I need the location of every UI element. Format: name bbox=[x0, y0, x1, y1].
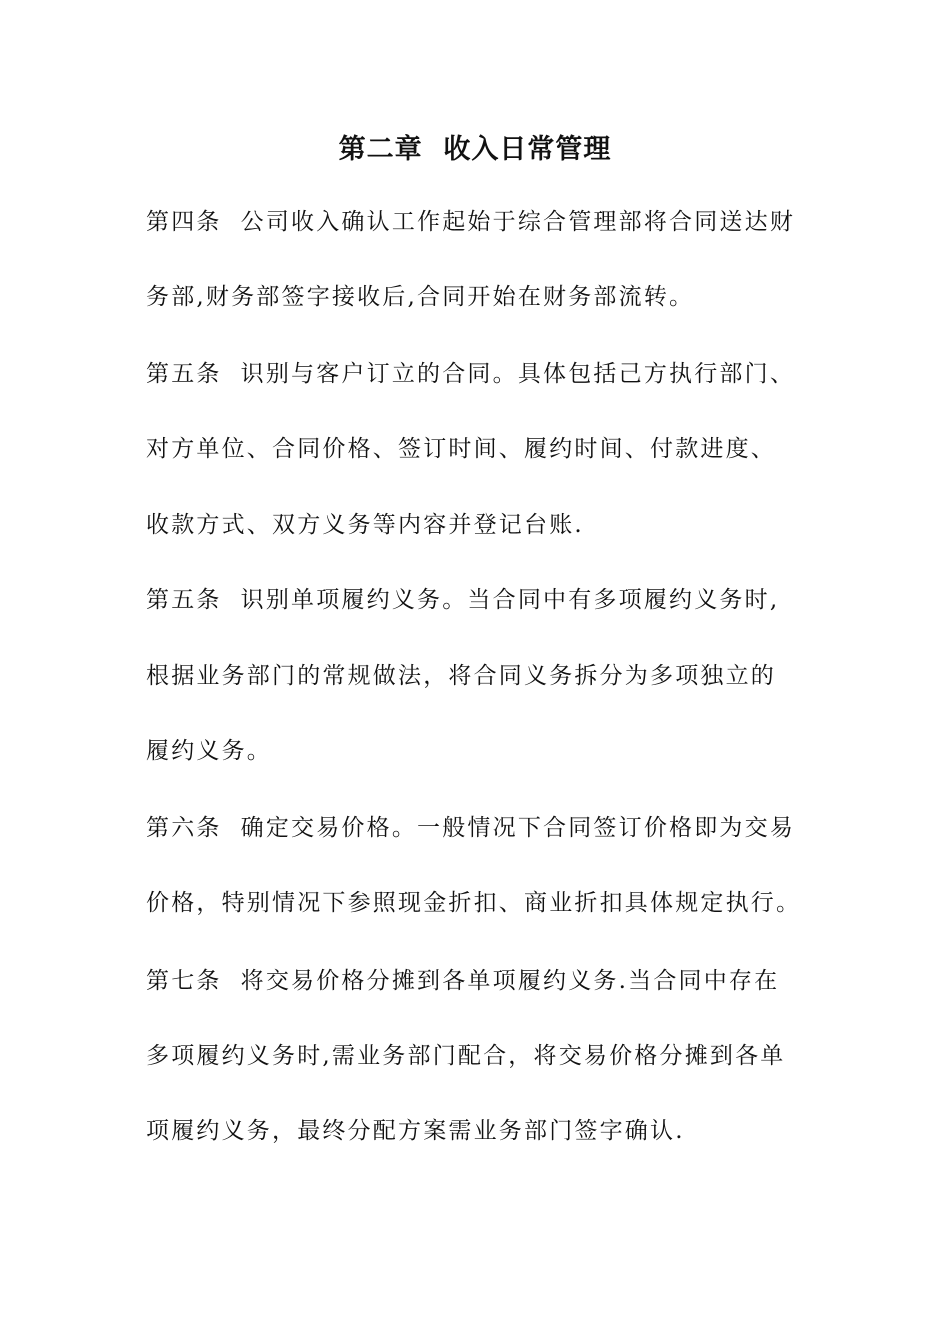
article-7-line-3: 项履约义务，最终分配方案需业务部门签字确认. bbox=[146, 1118, 685, 1144]
article-5a-line-1: 第五条 识别与客户订立的合同。具体包括己方执行部门、 bbox=[146, 361, 796, 387]
article-4-line-2: 务部,财务部签字接收后,合同开始在财务部流转。 bbox=[146, 284, 695, 310]
article-7-line-1: 第七条 将交易价格分摊到各单项履约义务.当合同中存在 bbox=[146, 968, 780, 994]
article-5a-line-3: 收款方式、双方义务等内容并登记台账. bbox=[146, 512, 584, 538]
article-6-line-2: 价格，特别情况下参照现金折扣、商业折扣具体规定执行。 bbox=[146, 890, 802, 916]
article-7-line-2: 多项履约义务时,需业务部门配合，将交易价格分摊到各单 bbox=[146, 1043, 786, 1069]
chapter-title: 第二章 收入日常管理 bbox=[338, 134, 612, 165]
article-4-line-1: 第四条 公司收入确认工作起始于综合管理部将合同送达财 bbox=[146, 209, 796, 235]
article-5a-line-2: 对方单位、合同价格、签订时间、履约时间、付款进度、 bbox=[146, 436, 776, 462]
article-6-line-1: 第六条 确定交易价格。一般情况下合同签订价格即为交易 bbox=[146, 815, 796, 841]
article-5b-line-1: 第五条 识别单项履约义务。当合同中有多项履约义务时, bbox=[146, 587, 780, 613]
article-5b-line-3: 履约义务。 bbox=[146, 738, 272, 764]
article-5b-line-2: 根据业务部门的常规做法，将合同义务拆分为多项独立的 bbox=[146, 663, 776, 689]
